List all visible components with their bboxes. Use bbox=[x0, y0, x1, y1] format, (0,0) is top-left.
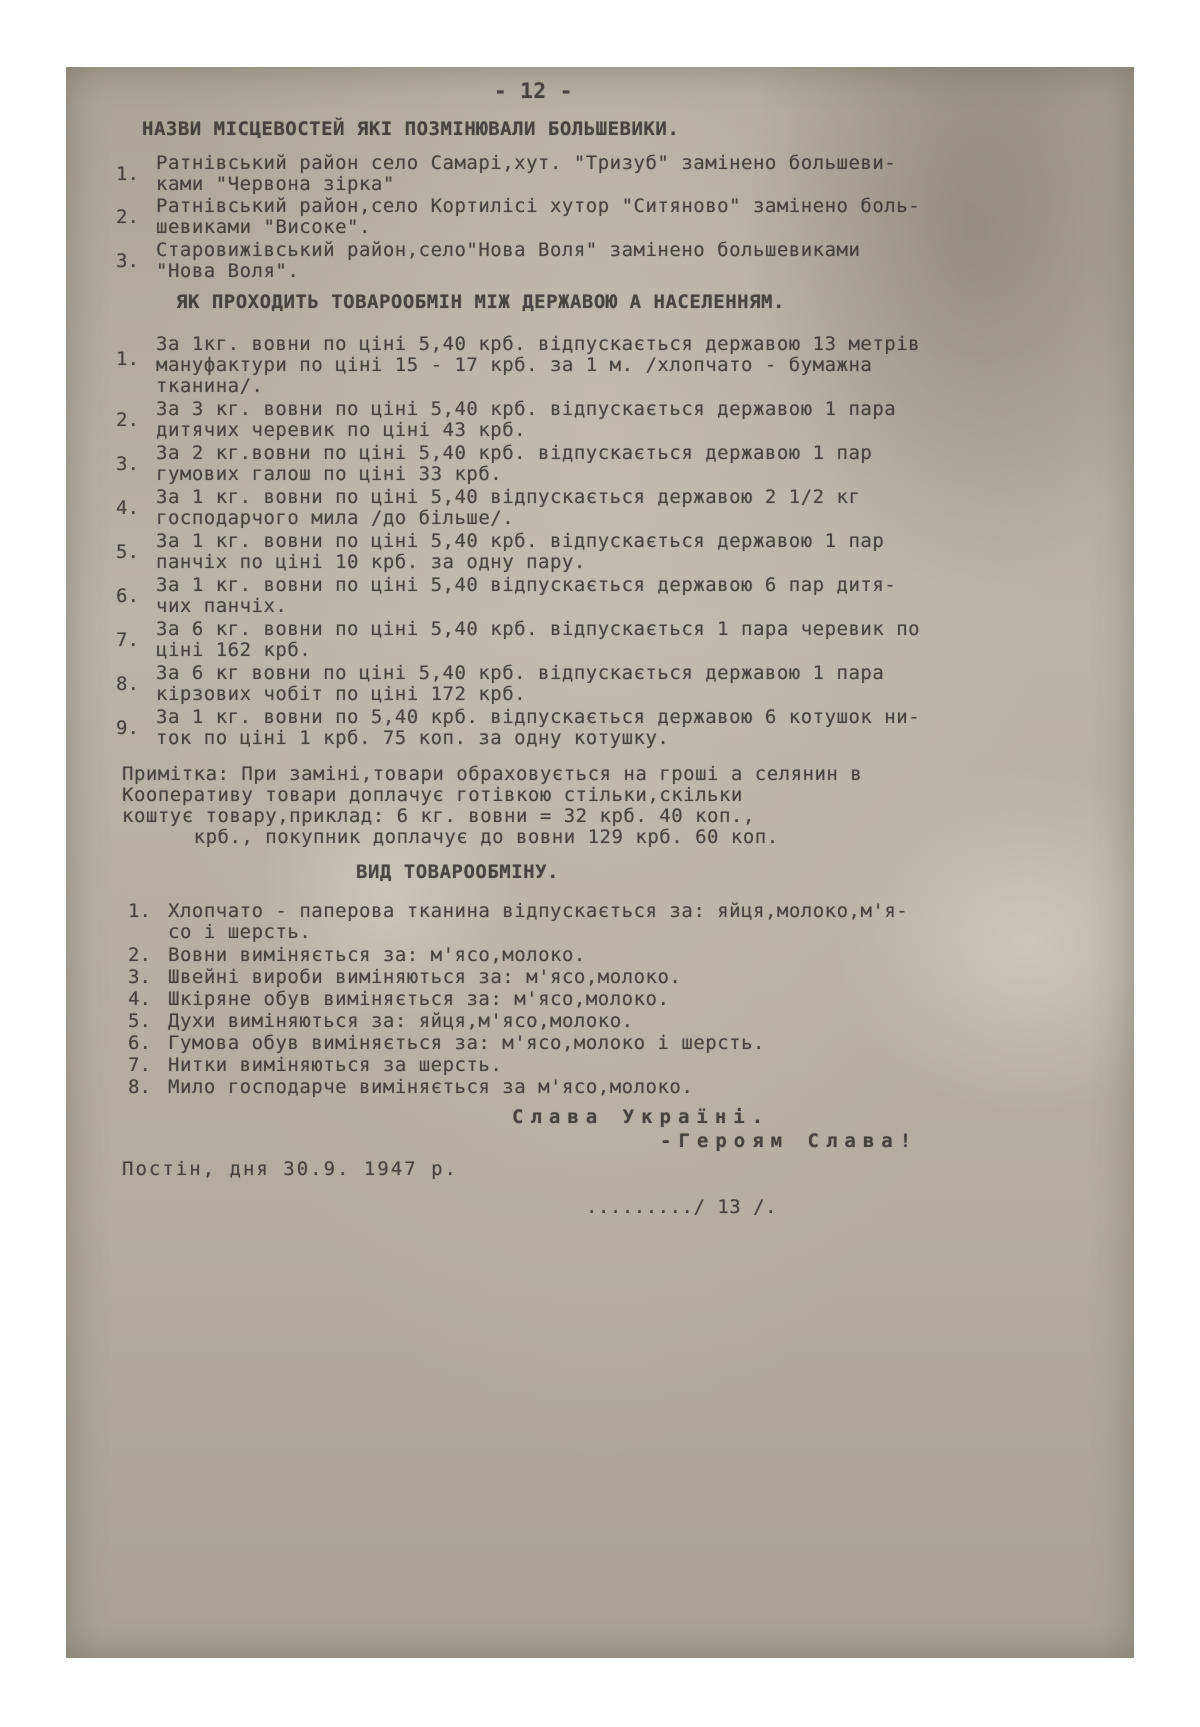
list-item-number: 2. bbox=[128, 944, 151, 966]
list-item-number: 2. bbox=[116, 206, 139, 228]
list-item-text: Ратнівський район село Самарі,хут. "Тризуб" замінено большеви- bbox=[156, 152, 897, 174]
list-item-number: 5. bbox=[128, 1010, 151, 1032]
list-item-text: Старовижівський район,село"Нова Воля" замінено большевиками bbox=[156, 239, 861, 261]
list-item-number: 8. bbox=[128, 1076, 151, 1098]
section2-heading: ЯК ПРОХОДИТЬ ТОВАРООБМІН МІЖ ДЕРЖАВОЮ А НАСЕЛЕННЯМ. bbox=[176, 291, 785, 313]
list-item-text: Нитки виміняються за шерсть. bbox=[168, 1054, 503, 1076]
list-item-text: За 2 кг.вовни по ціні 5,40 крб. відпускається державою 1 пар bbox=[156, 442, 873, 464]
list-item-text: Ратнівський район,село Кортилісі хутор "Ситяново" замінено боль- bbox=[156, 195, 921, 217]
list-item-text: гумових галош по ціні 33 крб. bbox=[156, 463, 503, 485]
list-item-number: 1. bbox=[116, 163, 139, 185]
list-item-text: панчіх по ціні 10 крб. за одну пару. bbox=[156, 551, 586, 573]
list-item-text: ками "Червона зірка" bbox=[156, 173, 395, 195]
list-item-number: 1. bbox=[128, 900, 151, 922]
list-item-text: ток по ціні 1 крб. 75 коп. за одну котушку. bbox=[156, 727, 670, 749]
list-item-text: мануфактури по ціні 15 - 17 крб. за 1 м. /хлопчато - бумажна bbox=[156, 354, 873, 376]
closing-response: -Героям Слава! bbox=[660, 1130, 919, 1152]
place-date: Постін, дня 30.9. 1947 р. bbox=[122, 1158, 458, 1180]
list-item-number: 7. bbox=[128, 1054, 151, 1076]
note-text: коштує товару,приклад: 6 кг. вовни = 32 крб. 40 коп., bbox=[122, 805, 755, 827]
list-item-text: За 6 кг. вовни по ціні 5,40 крб. відпускається 1 пара черевик по bbox=[156, 618, 921, 640]
list-item-number: 7. bbox=[116, 629, 139, 651]
note-text: крб., покупник доплачує до вовни 129 крб. 60 коп. bbox=[122, 826, 779, 848]
list-item-number: 3. bbox=[116, 250, 139, 272]
signature-code: ........./ 13 /. bbox=[586, 1196, 778, 1218]
list-item-number: 1. bbox=[116, 348, 139, 370]
list-item-text: За 1кг. вовни по ціні 5,40 крб. відпускається державою 13 метрів bbox=[156, 333, 921, 355]
list-item-text: За 1 кг. вовни по 5,40 крб. відпускається державою 6 котушок ни- bbox=[156, 706, 921, 728]
list-item-text: За 1 кг. вовни по ціні 5,40 відпускається державою 6 пар дитя- bbox=[156, 574, 897, 596]
list-item-text: дитячих черевик по ціні 43 крб. bbox=[156, 419, 527, 441]
list-item-number: 5. bbox=[116, 541, 139, 563]
list-item-text: Мило господарче виміняється за м'ясо,молоко. bbox=[168, 1076, 694, 1098]
list-item-number: 9. bbox=[116, 717, 139, 739]
list-item-number: 4. bbox=[128, 988, 151, 1010]
list-item-number: 8. bbox=[116, 673, 139, 695]
list-item-text: тканина/. bbox=[156, 375, 264, 397]
list-item-text: Вовни виміняється за: м'ясо,молоко. bbox=[168, 944, 586, 966]
list-item-text: Шкіряне обув виміняється за: м'ясо,молоко. bbox=[168, 988, 670, 1010]
list-item-text: Хлопчато - паперова тканина відпускається за: яйця,молоко,м'я- bbox=[168, 900, 909, 922]
list-item-number: 3. bbox=[116, 453, 139, 475]
section3-heading: ВИД ТОВАРООБМІНУ. bbox=[356, 861, 559, 883]
list-item-number: 3. bbox=[128, 966, 151, 988]
list-item-number: 2. bbox=[116, 409, 139, 431]
list-item-number: 4. bbox=[116, 497, 139, 519]
page-number: - 12 - bbox=[494, 79, 573, 103]
list-item-text: Гумова обув виміняється за: м'ясо,молоко і шерсть. bbox=[168, 1032, 765, 1054]
note-text: Кооперативу товари доплачує готівкою стільки,скільки bbox=[122, 784, 743, 806]
list-item-text: За 6 кг вовни по ціні 5,40 крб. відпускається державою 1 пара bbox=[156, 662, 885, 684]
list-item-text: ціні 162 крб. bbox=[156, 639, 312, 661]
closing-slogan: Слава Україні. bbox=[512, 1106, 771, 1128]
list-item-text: со і шерсть. bbox=[168, 921, 312, 943]
list-item-text: Швейні вироби виміняються за: м'ясо,молоко. bbox=[168, 966, 682, 988]
list-item-text: чих панчіх. bbox=[156, 595, 288, 617]
list-item-number: 6. bbox=[116, 585, 139, 607]
section1-heading: НАЗВИ МІСЦЕВОСТЕЙ ЯКІ ПОЗМІНЮВАЛИ БОЛЬШЕВИКИ. bbox=[142, 118, 680, 140]
list-item-text: За 1 кг. вовни по ціні 5,40 крб. відпускається державою 1 пар bbox=[156, 530, 885, 552]
note-text: Примітка: При заміні,товари обраховується на гроші а селянин в bbox=[122, 763, 863, 785]
list-item-text: господарчого мила /до більше/. bbox=[156, 507, 515, 529]
document-page bbox=[66, 67, 1134, 1658]
list-item-text: Духи виміняються за: яйця,м'ясо,молоко. bbox=[168, 1010, 634, 1032]
list-item-text: "Нова Воля". bbox=[156, 260, 300, 282]
list-item-number: 6. bbox=[128, 1032, 151, 1054]
list-item-text: кірзових чобіт по ціні 172 крб. bbox=[156, 683, 527, 705]
list-item-text: шевиками "Високе". bbox=[156, 216, 371, 238]
list-item-text: За 3 кг. вовни по ціні 5,40 крб. відпускається державою 1 пара bbox=[156, 398, 897, 420]
list-item-text: За 1 кг. вовни по ціні 5,40 відпускається державою 2 1/2 кг bbox=[156, 486, 861, 508]
